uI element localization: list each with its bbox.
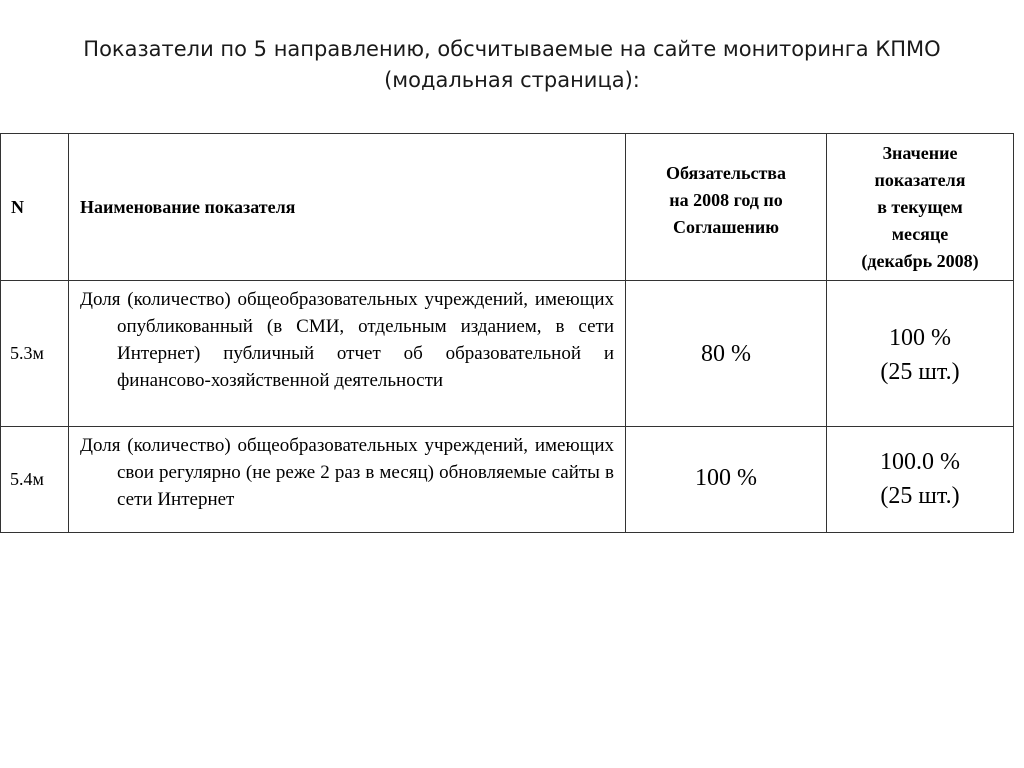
row-obligation: 80 %	[626, 281, 827, 427]
row-indicator-name	[69, 281, 626, 427]
row-indicator-text: Доля (количество) общеобразовательных учреждений, имеющих опубликованный (в СМИ, отдельным изданием, в сети Интернет) публичный отчет об образовательной и финансово-хозяйственной деятельности	[80, 289, 614, 391]
table-row	[1, 281, 1014, 427]
page-title	[40, 34, 984, 96]
row-number: 5.3м	[1, 281, 69, 427]
row-value-count: (25 шт.)	[880, 359, 960, 385]
header-obligations-line: Обязательства	[665, 162, 787, 183]
header-value-line: в текущем	[877, 196, 963, 217]
header-n: N	[1, 134, 69, 281]
row-value-count: (25 шт.)	[880, 483, 960, 509]
header-obligations-line: на 2008 год по	[669, 189, 783, 210]
header-obligations	[626, 134, 827, 281]
row-indicator-text: Доля (количество) общеобразовательных учреждений, имеющих свои регулярно (не реже 2 раз в месяц) обновляемые сайты в сети Интернет	[80, 435, 614, 510]
row-value-percent: 100 %	[889, 325, 951, 351]
page-title-line-2: (модальная страница):	[384, 68, 640, 92]
row-obligation: 100 %	[626, 427, 827, 533]
header-value-line: Значение	[882, 142, 958, 163]
header-value-line: месяце	[891, 223, 949, 244]
header-value-line: (декабрь 2008)	[861, 250, 979, 271]
row-indicator-name	[69, 427, 626, 533]
header-obligations-line: Соглашению	[672, 216, 780, 237]
row-number: 5.4м	[1, 427, 69, 533]
table-row	[1, 427, 1014, 533]
row-value-percent: 100.0 %	[880, 449, 960, 475]
page-title-line-1: Показатели по 5 направлению, обсчитываемые на сайте мониторинга КПМО	[83, 37, 941, 61]
indicators-table	[0, 133, 1014, 533]
header-value	[827, 134, 1014, 281]
header-value-line: показателя	[874, 169, 966, 190]
row-current-value	[827, 427, 1014, 533]
row-current-value	[827, 281, 1014, 427]
header-name: Наименование показателя	[69, 134, 626, 281]
table-header-row	[1, 134, 1014, 281]
